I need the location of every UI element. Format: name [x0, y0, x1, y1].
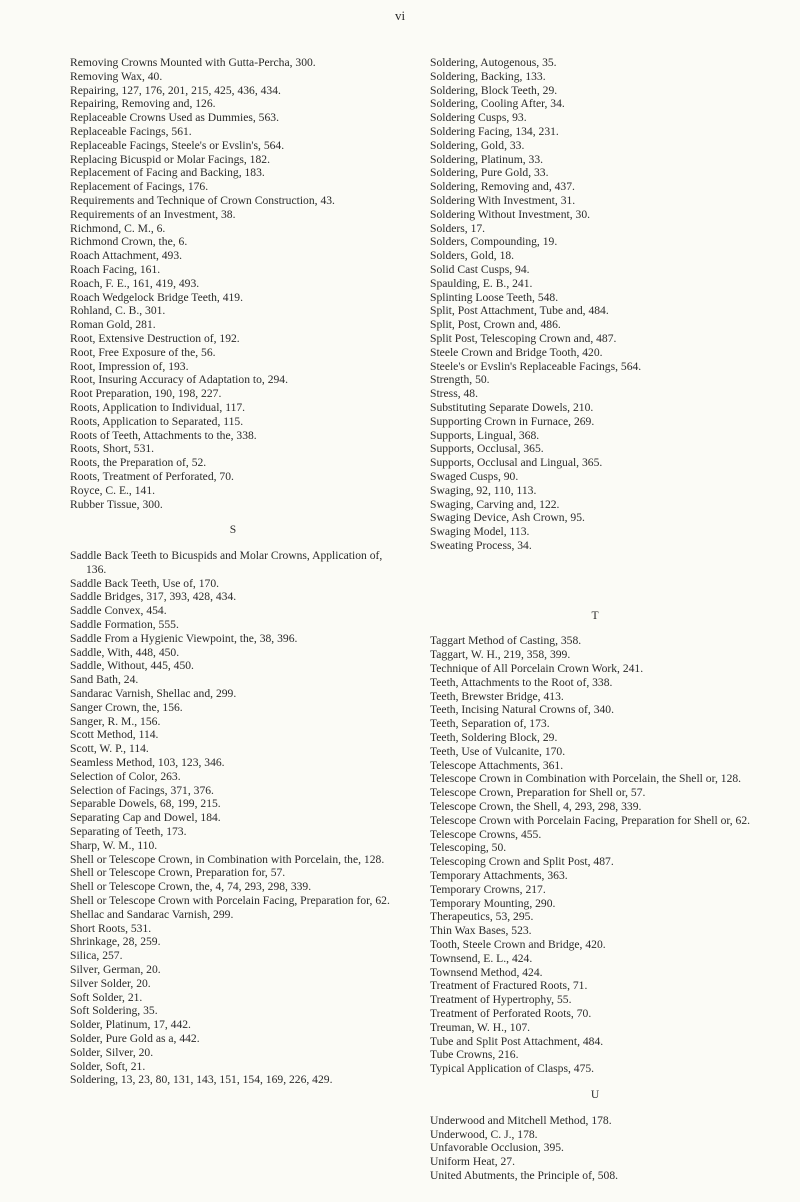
index-entry: Supporting Crown in Furnace, 269. — [430, 414, 595, 428]
index-entry: Shell or Telescope Crown with Porcelain Facing, Preparation for, 62. — [70, 894, 390, 908]
index-entry: Tube Crowns, 216. — [430, 1048, 519, 1062]
index-entry: Steele Crown and Bridge Tooth, 420. — [430, 345, 603, 359]
index-entry: Silica, 257. — [70, 949, 123, 963]
index-entry: Supports, Occlusal and Lingual, 365. — [430, 456, 603, 470]
index-entry: Shellac and Sandarac Varnish, 299. — [70, 907, 234, 921]
index-entry: Saddle From a Hygienic Viewpoint, the, 38, 396. — [70, 631, 298, 645]
index-entry: Split Post, Telescoping Crown and, 487. — [430, 331, 617, 345]
index-entry: Separating Cap and Dowel, 184. — [70, 811, 221, 825]
index-entry: Root, Extensive Destruction of, 192. — [70, 331, 240, 345]
right-column — [430, 56, 760, 1183]
index-entry: Uniform Heat, 27. — [430, 1155, 516, 1169]
index-entry: Saddle Back Teeth to Bicuspids and Molar Crowns, Application of, 136. — [70, 549, 383, 576]
index-entry: Temporary Attachments, 363. — [430, 869, 568, 883]
index-entry: Substituting Separate Dowels, 210. — [430, 400, 594, 414]
index-entry: Soldering Without Investment, 30. — [430, 207, 591, 221]
index-entry: Supports, Lingual, 368. — [430, 428, 540, 442]
page-number: vi — [394, 8, 406, 23]
index-entry: Telescoping Crown and Split Post, 487. — [430, 855, 614, 869]
index-entry: Richmond, C. M., 6. — [70, 221, 166, 235]
index-entry: Taggart Method of Casting, 358. — [430, 634, 582, 648]
index-entry: Soldering, Gold, 33. — [430, 138, 525, 152]
index-entry: Soldering With Investment, 31. — [430, 193, 576, 207]
index-entry: Taggart, W. H., 219, 358, 399. — [430, 648, 571, 662]
index-entry: Strength, 50. — [430, 373, 490, 387]
index-entry: Roach Wedgelock Bridge Teeth, 419. — [70, 290, 243, 304]
index-entry: Royce, C. E., 141. — [70, 483, 156, 497]
index-entry: Telescope Crown in Combination with Porcelain, the Shell or, 128. — [430, 772, 742, 786]
index-entry: Solder, Soft, 21. — [70, 1059, 146, 1073]
index-entry: Replaceable Facings, 561. — [70, 124, 192, 138]
index-entry: Treatment of Fractured Roots, 71. — [430, 979, 588, 993]
index-entry: Therapeutics, 53, 295. — [430, 910, 534, 924]
index-entry: Typical Application of Clasps, 475. — [430, 1062, 595, 1076]
index-entry: Soldering, 13, 23, 80, 131, 143, 151, 154, 169, 226, 429. — [70, 1073, 333, 1087]
left-column — [70, 56, 396, 1087]
index-entry: Spaulding, E. B., 241. — [430, 276, 533, 290]
index-entry: Selection of Color, 263. — [70, 769, 181, 783]
index-entry: Teeth, Use of Vulcanite, 170. — [430, 744, 566, 758]
index-entry: Requirements of an Investment, 38. — [70, 207, 236, 221]
index-entry: Split, Post Attachment, Tube and, 484. — [430, 304, 609, 318]
index-entry: Replaceable Crowns Used as Dummies, 563. — [70, 111, 279, 125]
index-entry: Technique of All Porcelain Crown Work, 241. — [430, 662, 644, 676]
index-entry: Solid Cast Cusps, 94. — [430, 262, 530, 276]
index-entry: Removing Crowns Mounted with Gutta-Percha, 300. — [70, 56, 316, 69]
index-entry: Solders, 17. — [430, 221, 486, 235]
section-letter: T — [591, 608, 599, 622]
index-entry: Underwood and Mitchell Method, 178. — [430, 1113, 612, 1127]
index-entry: Split, Post, Crown and, 486. — [430, 318, 561, 332]
index-entry: Soldering, Autogenous, 35. — [430, 56, 557, 69]
index-entry: Swaging, Carving and, 122. — [430, 497, 560, 511]
index-entry: Temporary Crowns, 217. — [430, 882, 546, 896]
index-entry: Root, Insuring Accuracy of Adaptation to, 294. — [70, 373, 288, 387]
index-entry: Rohland, C. B., 301. — [70, 304, 166, 318]
index-entry: Roots, the Preparation of, 52. — [70, 456, 207, 470]
index-entry: Tube and Split Post Attachment, 484. — [430, 1034, 604, 1048]
index-entry: Saddle Convex, 454. — [70, 604, 167, 618]
index-entry: Teeth, Attachments to the Root of, 338. — [430, 675, 613, 689]
index-entry: Roach Attachment, 493. — [70, 249, 183, 263]
index-entry: Soldering, Block Teeth, 29. — [430, 83, 558, 97]
index-entry: Separating of Teeth, 173. — [70, 825, 187, 839]
index-entry: Silver, German, 20. — [70, 963, 161, 976]
index-entry: Saddle Formation, 555. — [70, 618, 179, 632]
index-entry: Saddle, With, 448, 450. — [70, 645, 180, 659]
index-entry: Roots, Treatment of Perforated, 70. — [70, 469, 234, 483]
index-entry: Replacement of Facings, 176. — [70, 180, 209, 194]
index-entry: Replacing Bicuspid or Molar Facings, 182. — [70, 152, 270, 166]
index-entry: Short Roots, 531. — [70, 921, 152, 935]
index-entry: Separable Dowels, 68, 199, 215. — [70, 797, 221, 811]
index-entry: Replacement of Facing and Backing, 183. — [70, 166, 265, 180]
index-entry: Soft Soldering, 35. — [70, 1004, 158, 1018]
index-entry: Underwood, C. J., 178. — [430, 1127, 538, 1141]
section-letter: U — [590, 1087, 600, 1101]
index-entry: Telescope Crowns, 455. — [430, 827, 542, 841]
index-entry: Temporary Mounting, 290. — [430, 896, 556, 910]
index-entry: Sanger Crown, the, 156. — [70, 700, 183, 714]
index-entry: Soldering Cusps, 93. — [430, 111, 527, 125]
index-entry: Treatment of Hypertrophy, 55. — [430, 993, 572, 1007]
index-entry: Scott Method, 114. — [70, 728, 159, 742]
index-entry: Root Preparation, 190, 198, 227. — [70, 387, 222, 401]
index-entry: Roots of Teeth, Attachments to the, 338. — [70, 428, 257, 442]
index-entry: Solder, Platinum, 17, 442. — [70, 1018, 191, 1032]
index-entry: Teeth, Brewster Bridge, 413. — [430, 689, 564, 703]
index-entry: Townsend Method, 424. — [430, 965, 543, 979]
index-entry: Repairing, Removing and, 126. — [70, 97, 216, 111]
index-entry: Swaging Model, 113. — [430, 525, 530, 539]
index-entry: Replaceable Facings, Steele's or Evslin's, 564. — [70, 138, 285, 152]
index-entry: Solders, Compounding, 19. — [430, 235, 558, 249]
index-entry: Swaging Device, Ash Crown, 95. — [430, 511, 585, 525]
index-entry: Soldering, Pure Gold, 33. — [430, 166, 549, 180]
index-entry: Requirements and Technique of Crown Construction, 43. — [70, 193, 335, 207]
index-entry: Treatment of Perforated Roots, 70. — [430, 1007, 592, 1020]
index-entry: Silver Solder, 20. — [70, 976, 151, 990]
index-entry: Saddle Back Teeth, Use of, 170. — [70, 576, 220, 590]
index-entry: Scott, W. P., 114. — [70, 742, 149, 756]
index-entry: Solder, Silver, 20. — [70, 1045, 154, 1059]
index-entry: Sand Bath, 24. — [70, 673, 139, 687]
index-entry: Soldering, Cooling After, 34. — [430, 97, 565, 111]
index-entry: Richmond Crown, the, 6. — [70, 235, 188, 249]
index-entry: Tooth, Steele Crown and Bridge, 420. — [430, 938, 606, 952]
index-entry: Steele's or Evslin's Replaceable Facings, 564. — [430, 359, 642, 373]
index-entry: Teeth, Incising Natural Crowns of, 340. — [430, 703, 615, 717]
section-spacer — [430, 553, 760, 597]
index-entry: Shell or Telescope Crown, the, 4, 74, 293, 298, 339. — [70, 880, 312, 894]
index-entry: Telescope Crown with Porcelain Facing, Preparation for Shell or, 62. — [430, 813, 751, 827]
index-entry: Shrinkage, 28, 259. — [70, 935, 161, 949]
index-entry: Soldering Facing, 134, 231. — [430, 124, 559, 138]
index-entry: Thin Wax Bases, 523. — [430, 924, 532, 938]
index-entry: Telescope Attachments, 361. — [430, 758, 564, 772]
index-entry: Swaged Cusps, 90. — [430, 469, 519, 483]
index-entry: Swaging, 92, 110, 113. — [430, 483, 537, 497]
index-entry: Root, Impression of, 193. — [70, 359, 189, 373]
index-entry: Rubber Tissue, 300. — [70, 497, 163, 511]
index-entry: Saddle Bridges, 317, 393, 428, 434. — [70, 590, 237, 604]
index-entry: Selection of Facings, 371, 376. — [70, 783, 214, 797]
index-entry: Sanger, R. M., 156. — [70, 714, 161, 728]
index-entry: Roach Facing, 161. — [70, 262, 161, 276]
index-entry: Roach, F. E., 161, 419, 493. — [70, 276, 200, 290]
index-entry: Sandarac Varnish, Shellac and, 299. — [70, 687, 237, 701]
index-entry: Supports, Occlusal, 365. — [430, 442, 544, 456]
index-entry: Removing Wax, 40. — [70, 69, 163, 83]
index-entry: Splinting Loose Teeth, 548. — [430, 290, 559, 304]
index-entry: Solder, Pure Gold as a, 442. — [70, 1031, 200, 1045]
index-entry: Roots, Short, 531. — [70, 442, 155, 456]
index-entry: Sweating Process, 34. — [430, 538, 532, 552]
index-entry: Telescope Crown, the Shell, 4, 293, 298, 339. — [430, 800, 642, 814]
index-entry: Soldering, Backing, 133. — [430, 69, 546, 83]
index-entry: Treuman, W. H., 107. — [430, 1020, 531, 1034]
index-entry: Root, Free Exposure of the, 56. — [70, 345, 216, 359]
index-entry: Teeth, Separation of, 173. — [430, 717, 550, 731]
index-entry: Saddle, Without, 445, 450. — [70, 659, 194, 673]
index-entry: Shell or Telescope Crown, in Combination with Porcelain, the, 128. — [70, 852, 385, 866]
index-entry: Roman Gold, 281. — [70, 318, 156, 332]
index-entry: Solders, Gold, 18. — [430, 249, 515, 263]
index-entry: Roots, Application to Individual, 117. — [70, 400, 246, 414]
index-entry: Shell or Telescope Crown, Preparation for, 57. — [70, 866, 286, 880]
index-entry: Townsend, E. L., 424. — [430, 951, 533, 965]
index-entry: Sharp, W. M., 110. — [70, 838, 158, 852]
index-entry: Repairing, 127, 176, 201, 215, 425, 436, 434. — [70, 83, 281, 97]
index-entry: Telescoping, 50. — [430, 841, 507, 855]
index-entry: Telescope Crown, Preparation for Shell or, 57. — [430, 786, 646, 800]
index-entry: Teeth, Soldering Block, 29. — [430, 731, 558, 745]
index-entry: Soft Solder, 21. — [70, 990, 143, 1004]
index-entry: Soldering, Platinum, 33. — [430, 152, 544, 166]
index-entry: United Abutments, the Principle of, 508. — [430, 1168, 619, 1182]
index-entry: Soldering, Removing and, 437. — [430, 180, 575, 194]
index-entry: Roots, Application to Separated, 115. — [70, 414, 244, 428]
index-entry: Unfavorable Occlusion, 395. — [430, 1141, 564, 1155]
index-entry: Stress, 48. — [430, 387, 478, 401]
index-entry: Seamless Method, 103, 123, 346. — [70, 756, 225, 770]
section-letter: S — [229, 523, 237, 537]
